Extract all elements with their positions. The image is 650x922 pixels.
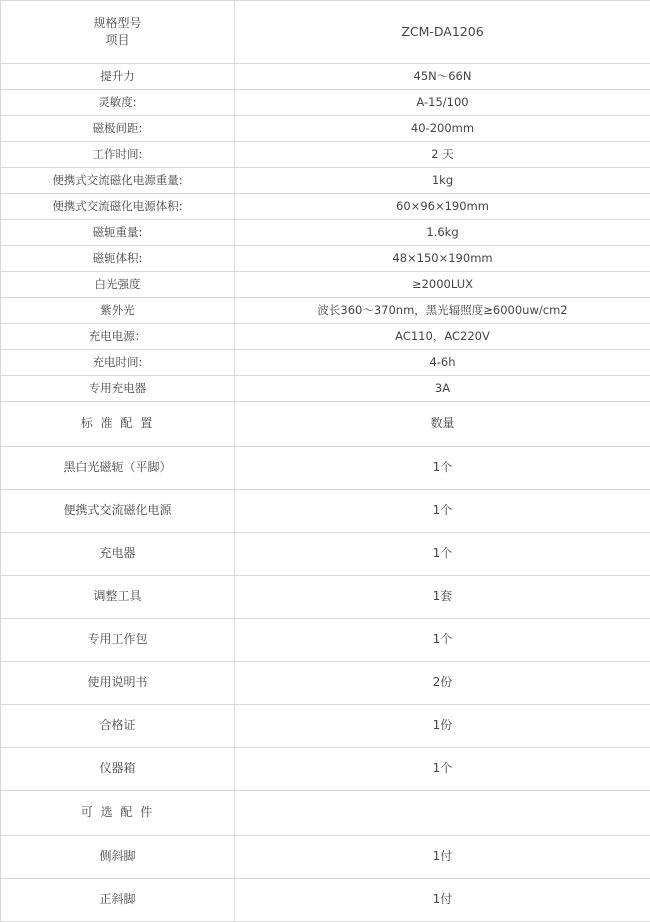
- spec-value: A-15/100: [235, 90, 650, 116]
- table-row: [1, 879, 650, 922]
- optional-parts-value: [235, 791, 650, 836]
- optional-parts-label: 可 选 配 件: [1, 791, 235, 836]
- accessory-label: 仪器箱: [1, 748, 235, 791]
- spec-value: AC110，AC220V: [235, 324, 650, 350]
- table-row: [1, 705, 650, 748]
- spec-label: 便携式交流磁化电源体积:: [1, 194, 235, 220]
- accessory-label: 调整工具: [1, 576, 235, 619]
- table-row: [1, 64, 650, 90]
- spec-label: 充电电源：: [1, 324, 235, 350]
- table-row: [1, 220, 650, 246]
- accessory-label: 正斜脚: [1, 879, 235, 922]
- spec-value: 1.6kg: [235, 220, 650, 246]
- table-header-row: [1, 1, 650, 64]
- accessory-quantity: 1个: [235, 619, 650, 662]
- accessory-label: 侧斜脚: [1, 836, 235, 879]
- accessory-quantity: 1套: [235, 576, 650, 619]
- table-row: [1, 194, 650, 220]
- accessory-label: 黑白光磁轭（平脚）: [1, 447, 235, 490]
- spec-value: 48×150×190mm: [235, 246, 650, 272]
- spec-label: 磁轭重量:: [1, 220, 235, 246]
- optional-parts-section-row: [1, 791, 650, 836]
- table-row: [1, 272, 650, 298]
- accessory-quantity: 1个: [235, 447, 650, 490]
- spec-value: 40-200mm: [235, 116, 650, 142]
- table-row: [1, 116, 650, 142]
- accessory-quantity: 1个: [235, 490, 650, 533]
- accessory-label: 专用工作包: [1, 619, 235, 662]
- header-label-line2: 项目: [5, 32, 230, 49]
- accessory-quantity: 1个: [235, 748, 650, 791]
- table-row: [1, 533, 650, 576]
- table-row: [1, 748, 650, 791]
- spec-value: 1kg: [235, 168, 650, 194]
- spec-label: 专用充电器: [1, 376, 235, 402]
- quantity-header: 数量: [235, 402, 650, 447]
- spec-label: 灵敏度:: [1, 90, 235, 116]
- header-model-cell: ZCM-DA1206: [235, 1, 650, 64]
- standard-config-section-row: [1, 402, 650, 447]
- table-row: [1, 836, 650, 879]
- header-label-line1: 规格型号: [5, 15, 230, 32]
- spec-value: 45N～66N: [235, 64, 650, 90]
- accessory-quantity: 1份: [235, 705, 650, 748]
- table-row: [1, 576, 650, 619]
- spec-label: 磁轭体积:: [1, 246, 235, 272]
- spec-value: 波长360～370nm，黑光辐照度≥6000uw/cm2: [235, 298, 650, 324]
- spec-label: 紫外光: [1, 298, 235, 324]
- table-row: [1, 142, 650, 168]
- table-row: [1, 90, 650, 116]
- table-row: [1, 619, 650, 662]
- spec-label: 提升力: [1, 64, 235, 90]
- accessory-label: 充电器: [1, 533, 235, 576]
- table-row: [1, 298, 650, 324]
- spec-value: 3A: [235, 376, 650, 402]
- spec-label: 磁极间距:: [1, 116, 235, 142]
- accessory-quantity: 1付: [235, 879, 650, 922]
- table-row: [1, 168, 650, 194]
- table-row: [1, 490, 650, 533]
- spec-value: 60×96×190mm: [235, 194, 650, 220]
- accessory-label: 便携式交流磁化电源: [1, 490, 235, 533]
- spec-value: ≥2000LUX: [235, 272, 650, 298]
- spec-label: 工作时间:: [1, 142, 235, 168]
- table-row: [1, 662, 650, 705]
- standard-config-label: 标 准 配 置: [1, 402, 235, 447]
- accessory-label: 合格证: [1, 705, 235, 748]
- spec-label: 便携式交流磁化电源重量:: [1, 168, 235, 194]
- table-body: [1, 1, 650, 922]
- accessory-quantity: 2份: [235, 662, 650, 705]
- accessory-quantity: 1个: [235, 533, 650, 576]
- table-row: [1, 246, 650, 272]
- spec-value: 2 天: [235, 142, 650, 168]
- spec-label: 白光强度: [1, 272, 235, 298]
- spec-value: 4-6h: [235, 350, 650, 376]
- table-row: [1, 350, 650, 376]
- accessory-quantity: 1付: [235, 836, 650, 879]
- table-row: [1, 447, 650, 490]
- header-label-cell: [1, 1, 235, 64]
- table-row: [1, 324, 650, 350]
- spec-label: 充电时间:: [1, 350, 235, 376]
- accessory-label: 使用说明书: [1, 662, 235, 705]
- table-row: [1, 376, 650, 402]
